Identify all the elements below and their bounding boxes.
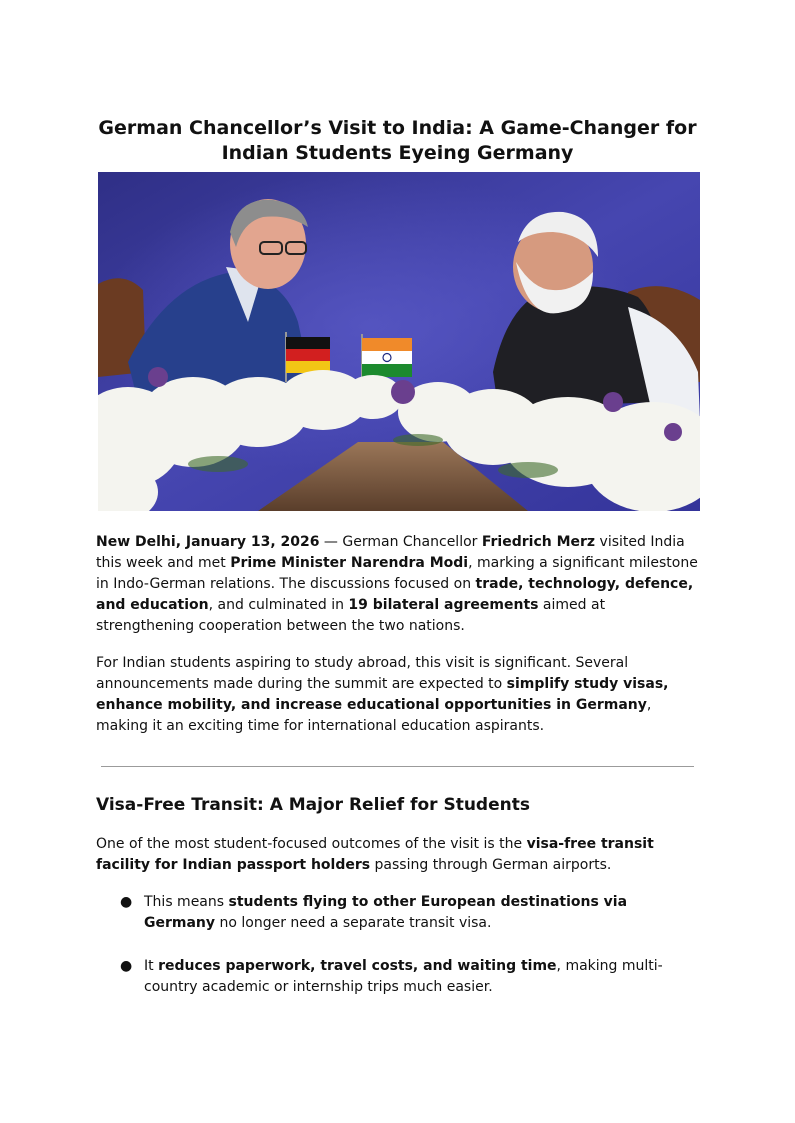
text-run: , and culminated in bbox=[208, 597, 349, 613]
students-paragraph bbox=[96, 653, 700, 737]
intro-paragraph bbox=[96, 532, 700, 637]
section-heading: Visa-Free Transit: A Major Relief for Students bbox=[96, 795, 530, 815]
list-item bbox=[144, 956, 700, 998]
text-run: aimed at strengthening cooperation between the two nations. bbox=[96, 597, 606, 634]
text-run: One of the most student-focused outcomes of the visit is the bbox=[96, 836, 527, 852]
section-divider bbox=[101, 766, 694, 767]
bold-run: 19 bilateral agreements bbox=[348, 597, 539, 613]
title-line-2: Indian Students Eyeing Germany bbox=[221, 142, 574, 164]
bold-run: simplify study visas, enhance mobility, and increase educational opportunities in Germany bbox=[96, 676, 669, 713]
text-run: , making multi-country academic or internship trips much easier. bbox=[144, 958, 663, 995]
bold-run: Friedrich Merz bbox=[481, 534, 596, 550]
bullet-marker: ● bbox=[120, 894, 133, 910]
text-run: It bbox=[144, 958, 159, 974]
bullet-marker: ● bbox=[120, 958, 133, 974]
text-run: visited India this week and met bbox=[96, 534, 685, 571]
bold-run: students flying to other European destinations via Germany bbox=[144, 894, 628, 931]
transit-paragraph bbox=[96, 834, 700, 876]
text-run: — German Chancellor bbox=[319, 534, 482, 550]
text-run: , marking a significant milestone in Indo-German relations. The discussions focused on bbox=[96, 555, 698, 592]
text-run: passing through German airports. bbox=[370, 857, 612, 873]
text-run: For Indian students aspiring to study abroad, this visit is significant. Several announcements made during the summit are expected to bbox=[96, 655, 629, 692]
text-run: , making it an exciting time for international education aspirants. bbox=[96, 697, 652, 734]
bold-run: visa-free transit facility for Indian passport holders bbox=[96, 836, 654, 873]
list-item bbox=[144, 892, 700, 934]
article-title bbox=[96, 116, 699, 166]
bold-run: Prime Minister Narendra Modi bbox=[230, 555, 469, 571]
bold-run: reduces paperwork, travel costs, and waiting time bbox=[158, 958, 557, 974]
text-run: no longer need a separate transit visa. bbox=[215, 915, 492, 931]
text-run: This means bbox=[144, 894, 229, 910]
bold-run: trade, technology, defence, and education bbox=[96, 576, 694, 613]
title-line-1: German Chancellor’s Visit to India: A Game-Changer for bbox=[98, 117, 697, 139]
article-photo bbox=[98, 172, 700, 511]
dateline: New Delhi, January 13, 2026 bbox=[96, 534, 320, 550]
